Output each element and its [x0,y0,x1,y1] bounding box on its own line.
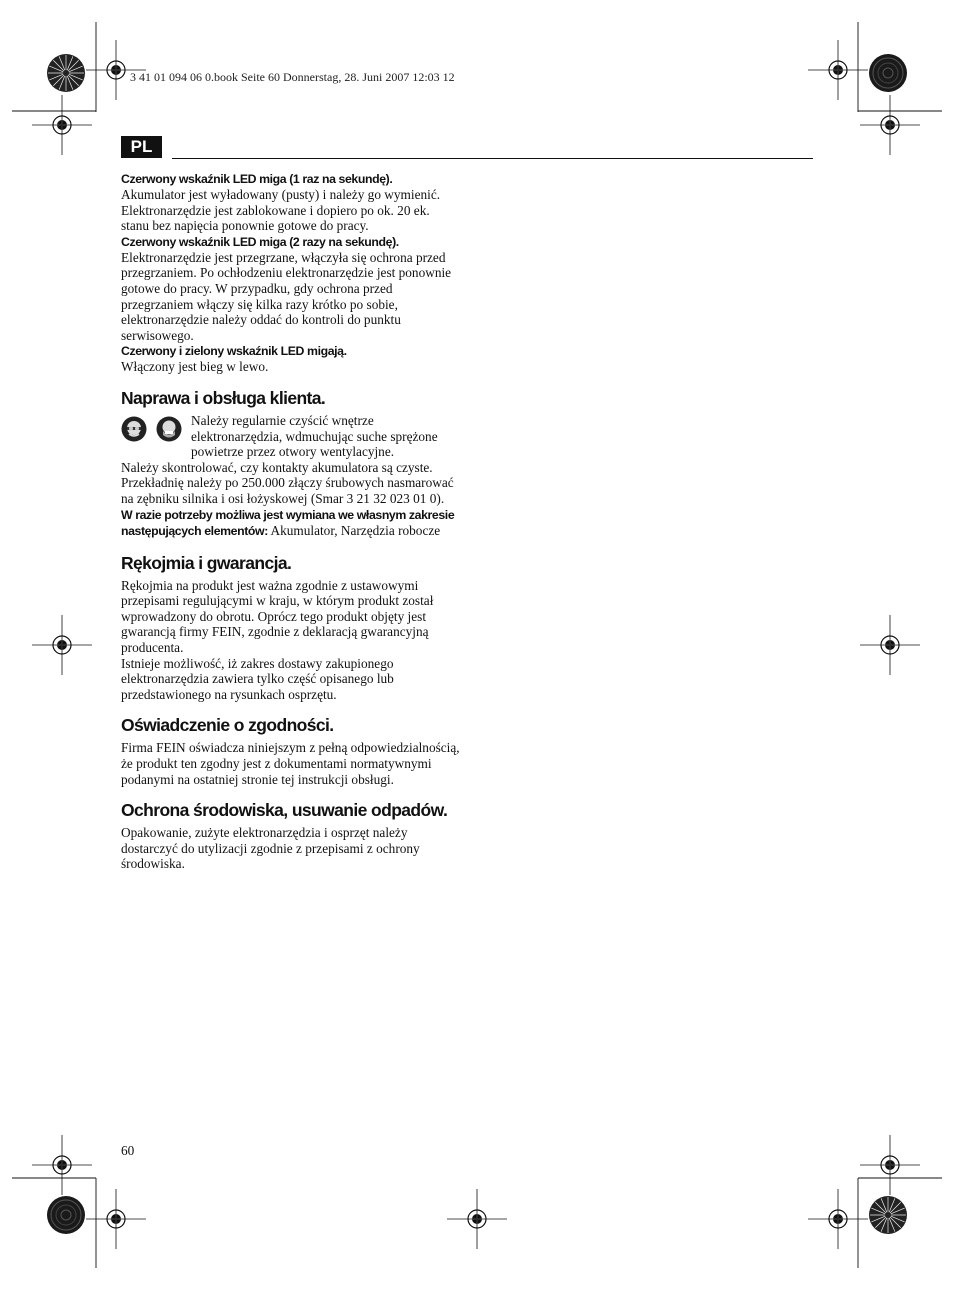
led1-title: Czerwony wskaźnik LED miga (1 raz na sekundę). [121,172,393,186]
warranty-heading: Rękojmia i gwarancja. [121,552,292,573]
registration-mark-icon [860,615,920,675]
led3-text: Włączony jest bieg w lewo. [121,359,269,375]
service-icon-text: Należy regularnie czyścić wnętrze elektronarzędzia, wdmuchując suche sprężone powietrze przez otwory wentylacyjne. [191,412,438,460]
warranty-para-1: Rękojmia na produkt jest ważna zgodnie z ustawowymi przepisami regulującymi w kraju, w którym produkt został wprowadzony do obrotu. Oprócz tego produkt objęty jest gwarancją firmy FEIN, zgodnie z deklaracją gwarancyjną producenta. [121,577,434,656]
registration-mark-icon [86,1189,146,1249]
conformity-para: Firma FEIN oświadcza niniejszym z pełną odpowiedzialnością, że produkt ten zgodny jest z dokumentami normatywnymi podanymi na ostatniej stronie tej instrukcji obsługi. [121,740,460,787]
service-heading: Naprawa i obsługa klienta. [121,387,326,408]
led2-text: Elektronarzędzie jest przegrzane, włączyła się ochrona przed przegrzaniem. Po ochłodzeniu elektronarzędzie jest ponownie gotowe do pracy. W przypadku, gdy ochrona przed przegrzaniem włączy się kilka razy krótko po sobie, elektronarzędzie należy oddać do kontroli do punktu serwisowego. [121,249,452,343]
registration-mark-icon [808,1189,868,1249]
gear-text: Przekładnię należy po 250.000 złączy śrubowych nasmarować na zębniku silnika i osi łożyskowej (Smar 3 21 32 023 01 0). [121,475,454,506]
color-wheel-icon [47,54,85,92]
color-wheel-icon [869,1196,907,1234]
file-info-header: 3 41 01 094 06 0.book Seite 60 Donnerstag, 28. Juni 2007 12:03 12 [130,70,455,84]
conformity-heading: Oświadczenie o zgodności. [121,715,334,736]
replace-parts-items: Akumulator, Narzędzia robocze [267,523,441,539]
color-wheel-icon [869,54,907,92]
crop-lines [12,22,942,1268]
registration-mark-icon [860,95,920,155]
led3-title: Czerwony i zielony wskaźnik LED migają. [121,344,347,359]
registration-mark-icon [32,615,92,675]
registration-mark-icon [32,95,92,155]
registration-mark-icon [808,40,868,100]
environment-para: Opakowanie, zużyte elektronarzędzia i osprzęt należy dostarczyć do utylizacji zgodnie z przepisami z ochrony środowiska. [121,825,420,872]
replace-parts-bold: W razie potrzeby możliwa jest wymiana we własnym zakresie następujących elementów: [121,507,455,539]
registration-mark-icon [32,1135,92,1195]
language-tab: PL [121,136,162,158]
registration-mark-icon [447,1189,507,1249]
environment-heading: Ochrona środowiska, usuwanie odpadów. [121,800,448,821]
contacts-text: Należy skontrolować, czy kontakty akumulatora są czyste. [121,459,433,475]
led1-text: Akumulator jest wyładowany (pusty) i należy go wymienić. Elektronarzędzie jest zablokowane i dopiero po ok. 20 ek. stanu bez napięcia ponownie gotowe do pracy. [121,187,441,234]
registration-mark-icon [86,40,146,100]
registration-mark-icon [860,1135,920,1195]
page-number: 60 [121,1143,135,1158]
color-wheel-icon [47,1196,85,1234]
warranty-para-2: Istnieje możliwość, iż zakres dostawy zakupionego elektronarzędzia zawiera tylko część opisanego lub przedstawionego na rysunkach osprzętu. [121,655,394,702]
led2-title: Czerwony wskaźnik LED miga (2 razy na sekundę). [121,234,399,249]
